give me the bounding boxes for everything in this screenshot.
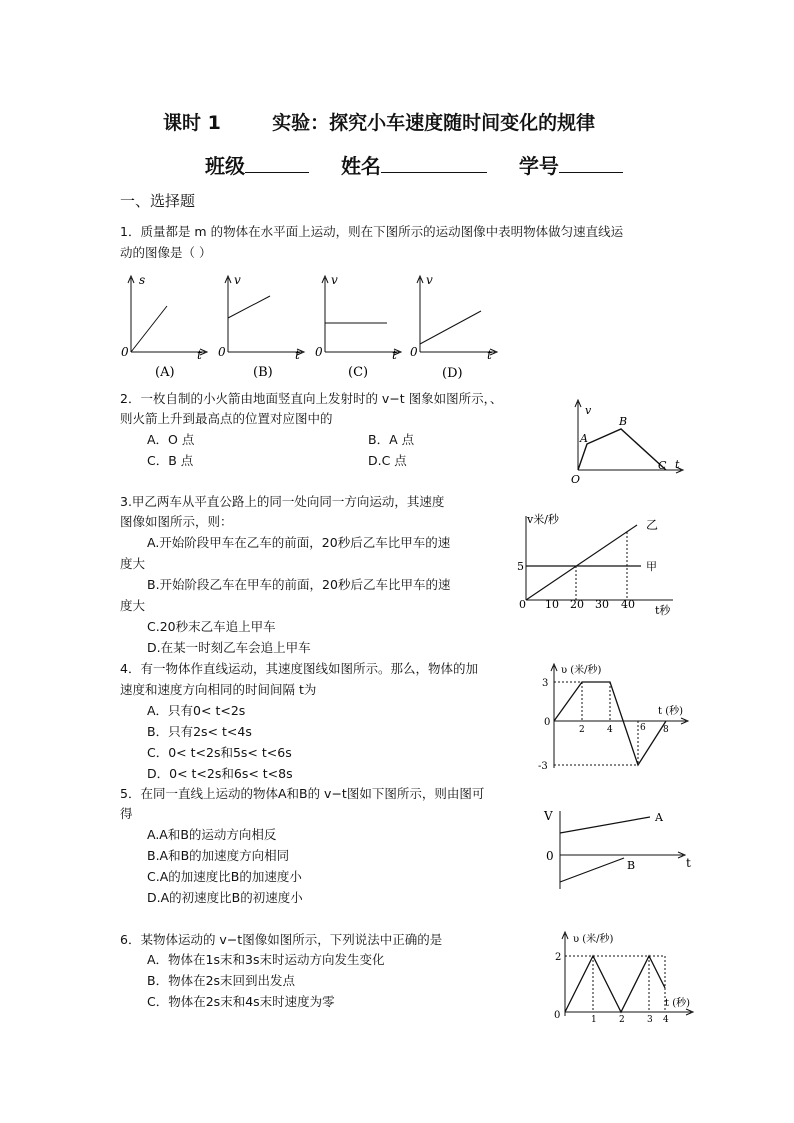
q6-y2: 2 — [555, 952, 562, 963]
q2-ylabel: v — [585, 404, 592, 417]
q6-option-a[interactable]: A．物体在1s末和3s末时运动方向发生变化 — [147, 952, 385, 967]
lesson-title: 实验：探究小车速度随时间变化的规律 — [272, 112, 596, 134]
q3-tick-40: 40 — [621, 598, 635, 611]
q3-tick-20: 20 — [570, 598, 584, 611]
q1-d-label: (D) — [442, 366, 463, 381]
q1-graph-a — [121, 273, 207, 380]
q2-option-d[interactable]: D.C 点 — [368, 453, 407, 468]
q4-option-b[interactable]: B．只有2s< t<4s — [147, 724, 252, 739]
q1-stem-line1: 1．质量都是 m 的物体在水平面上运动，则在下图所示的运动图像中表明物体做匀速直线运 — [120, 224, 624, 239]
q1-graph-b — [218, 273, 304, 380]
q6-option-c[interactable]: C．物体在2s末和4s末时速度为零 — [147, 994, 335, 1009]
class-label: 班级 — [205, 154, 245, 178]
q6-xlabel: t (秒) — [665, 998, 690, 1009]
q3-label-yi: 乙 — [646, 518, 659, 532]
q1-a-line — [131, 306, 167, 352]
q5-option-c[interactable]: C.A的加速度比B的加速度小 — [147, 869, 302, 884]
q5-graph — [540, 805, 695, 893]
q3-line-yi — [526, 525, 637, 600]
q3-tick-0: 0 — [519, 598, 526, 611]
section-heading: 一、选择题 — [120, 192, 196, 210]
student-info-row — [205, 150, 623, 179]
q4-stem-line2: 速度和速度方向相同的时间间隔 t为 — [120, 682, 317, 697]
q3-xlabel: t秒 — [655, 604, 671, 617]
q6-origin: 0 — [554, 1010, 561, 1021]
q4-tick-6: 6 — [640, 723, 646, 733]
q3-option-d[interactable]: D.在某一时刻乙车会追上甲车 — [147, 640, 311, 655]
q6-tick-4: 4 — [663, 1015, 669, 1022]
q3-tick-10: 10 — [545, 598, 559, 611]
q2-label-c: C — [658, 459, 667, 472]
q3-option-b-line1[interactable]: B.开始阶段乙车在甲车的前面，20秒后乙车比甲车的速 — [147, 577, 451, 592]
lesson-number: 课时 1 — [163, 112, 221, 134]
q4-ym3: -3 — [538, 761, 548, 772]
q5-xlabel: t — [686, 856, 691, 870]
q3-option-a-line2: 度大 — [120, 556, 146, 571]
q4-tick-2: 2 — [579, 725, 585, 735]
q3-stem-line1: 3.甲乙两车从平直公路上的同一处向同一方向运动，其速度 — [120, 494, 445, 509]
q1-c-label: (C) — [348, 365, 369, 380]
q1-b-label: (B) — [253, 365, 273, 380]
q3-tick-30: 30 — [595, 598, 609, 611]
q4-graph — [534, 660, 694, 772]
q1-graph-c — [315, 273, 401, 380]
q1-stem-line2: 动的图像是（ ） — [120, 245, 212, 260]
id-blank[interactable] — [559, 154, 623, 173]
q5-option-a[interactable]: A.A和B的运动方向相反 — [147, 827, 277, 842]
q3-option-b-line2: 度大 — [120, 598, 146, 613]
q1-c-origin: 0 — [315, 345, 323, 359]
q4-option-c[interactable]: C．0< t<2s和5s< t<6s — [147, 745, 292, 760]
id-label: 学号 — [518, 154, 559, 178]
q3-option-c[interactable]: C.20秒末乙车追上甲车 — [147, 619, 276, 634]
q5-option-b[interactable]: B.A和B的加速度方向相同 — [147, 848, 290, 863]
q5-line-a — [560, 817, 650, 833]
q4-option-a[interactable]: A．只有0< t<2s — [147, 703, 246, 718]
q2-option-a[interactable]: A．O 点 — [147, 432, 195, 447]
q5-stem-line1: 5．在同一直线上运动的物体A和B的 v−t图如下图所示，则由图可 — [120, 786, 485, 801]
q5-ylabel: V — [544, 809, 553, 823]
q4-origin: 0 — [544, 717, 551, 728]
q2-option-b[interactable]: B．A 点 — [368, 432, 415, 447]
q2-stem-line1: 2．一枚自制的小火箭由地面竖直向上发射时的 v−t 图象如图所示，、 — [120, 391, 503, 406]
q6-ylabel: υ (米/秒) — [573, 934, 614, 945]
q4-stem-line1: 4．有一物体作直线运动，其速度图线如图所示。那么，物体的加 — [120, 661, 478, 676]
q1-a-label: (A) — [155, 365, 175, 380]
q1-d-xlabel: t — [487, 348, 492, 362]
q1-c-ylabel: v — [331, 273, 338, 287]
q4-xlabel: t (秒) — [658, 706, 683, 717]
q6-tick-1: 1 — [591, 1015, 597, 1022]
q3-graph — [513, 510, 688, 620]
q2-label-o: O — [571, 473, 581, 486]
q6-stem-line1: 6．某物体运动的 v−t图像如图所示，下列说法中正确的是 — [120, 932, 443, 947]
q2-xlabel: t — [675, 458, 680, 471]
q1-graph-d — [410, 273, 497, 381]
q2-graph — [563, 398, 688, 486]
q4-option-d[interactable]: D．0< t<2s和6s< t<8s — [147, 766, 293, 781]
q1-a-xlabel: t — [197, 348, 202, 362]
q6-option-b[interactable]: B．物体在2s末回到出发点 — [147, 973, 296, 988]
q3-label-jia: 甲 — [646, 560, 657, 573]
q3-option-a-line1[interactable]: A.开始阶段甲车在乙车的前面，20秒后乙车比甲车的速 — [147, 535, 451, 550]
q2-option-c[interactable]: C．B 点 — [147, 453, 194, 468]
q6-graph — [549, 928, 699, 1022]
q1-d-line — [420, 311, 481, 344]
q3-y5: 5 — [517, 560, 524, 573]
q1-graphs — [115, 268, 510, 383]
q6-tick-2: 2 — [619, 1015, 625, 1022]
q3-stem-line2: 图像如图所示，则： — [120, 514, 233, 529]
q1-b-ylabel: v — [234, 273, 241, 287]
q5-label-a: A — [655, 811, 663, 824]
q1-a-origin: 0 — [121, 345, 129, 359]
q1-c-xlabel: t — [392, 348, 397, 362]
q1-d-ylabel: v — [426, 273, 433, 287]
q4-ylabel: υ (米/秒) — [561, 665, 602, 676]
q1-b-xlabel: t — [295, 348, 300, 362]
name-blank[interactable] — [381, 154, 487, 173]
q2-label-a: A — [580, 432, 588, 445]
q4-y3: 3 — [542, 678, 549, 689]
q5-label-b: B — [627, 859, 636, 872]
page-title — [163, 108, 595, 135]
q5-line-b — [560, 858, 624, 882]
q6-tick-3: 3 — [647, 1015, 653, 1022]
q1-b-origin: 0 — [218, 345, 226, 359]
q5-origin: 0 — [546, 849, 554, 863]
q2-label-b: B — [619, 415, 628, 428]
q3-ylabel: v米/秒 — [527, 513, 559, 526]
q5-option-d[interactable]: D.A的初速度比B的初速度小 — [147, 890, 303, 905]
class-blank[interactable] — [245, 154, 309, 173]
q2-stem-line2: 则火箭上升到最高点的位置对应图中的 — [120, 411, 333, 426]
q4-tick-4: 4 — [607, 725, 613, 735]
q1-a-ylabel: s — [139, 273, 146, 287]
name-label: 姓名 — [340, 154, 381, 178]
q2-v-curve — [578, 429, 666, 470]
q1-b-line — [228, 296, 270, 318]
q1-d-origin: 0 — [410, 345, 418, 359]
q5-stem-line2: 得 — [120, 806, 133, 821]
q4-tick-8: 8 — [663, 725, 669, 735]
q6-v-curve — [565, 956, 665, 1012]
